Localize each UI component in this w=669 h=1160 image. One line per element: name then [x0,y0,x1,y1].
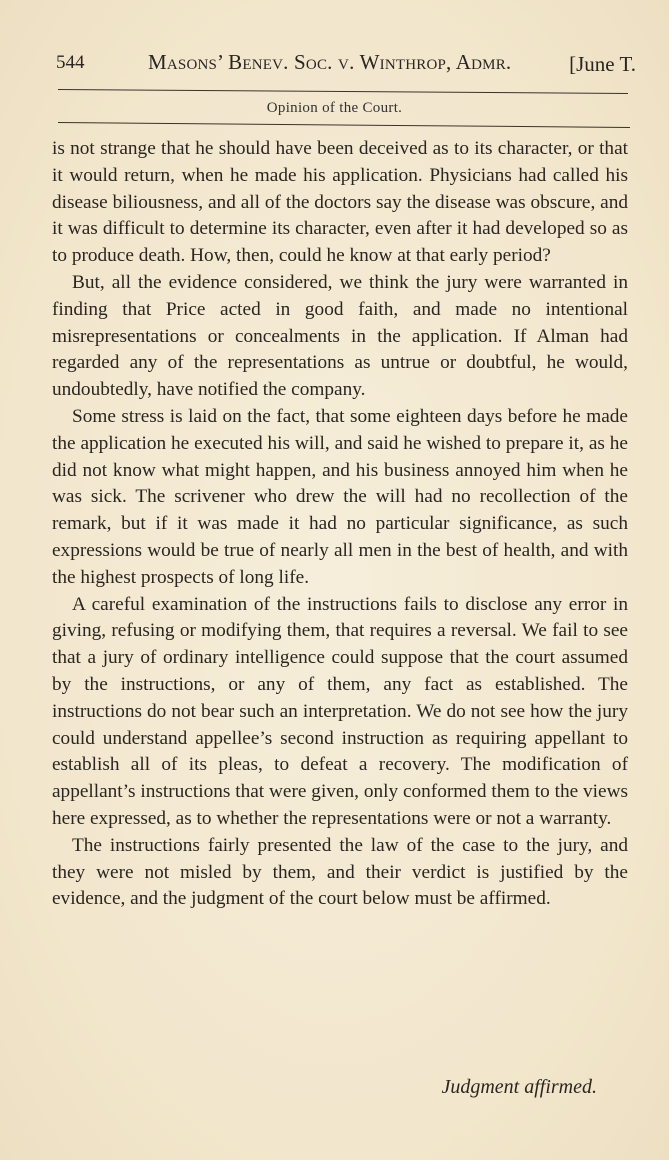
paragraph: is not strange that he should have been deceived as to its character, or that it would return, when he made his application. Physicians had called his disease biliousness, and all of the doctors say the disease was obscure, and it was difficult to determine its character, even after it had developed so as to produce death. How, then, could he know at that early period? [52,138,628,267]
page-number: 544 [56,52,85,73]
header-rule-top [58,89,628,94]
paragraph: But, all the evidence considered, we think the jury were warranted in finding that Price acted in good faith, and made no intentional misrepresentations or concealments in the application. If Alman had regarded any of the representations as untrue or doubtful, he would, undoubtedly, have notified the company. [52,271,628,401]
judgment-closing: Judgment affirmed. [441,1076,597,1098]
case-title: Masons’ Benev. Soc. v. Winthrop, Admr. [148,50,512,74]
paragraph: A careful examination of the instructions fails to disclose any error in giving, refusing or modifying them, that requires a reversal. We fail to see that a jury of ordinary intelligence could suppose that the court assumed by the instructions, or any of them, any fact as established. The instructions do not bear such an interpretation. We do not see how the jury could understand appellee’s second instruction as requiring appellant to establish all of its pleas, to defeat a recovery. The modification of appellant’s instructions that were given, only conformed them to the views here expressed, as to whether the representations were or not a warranty. [52,593,628,829]
paragraph: The instructions fairly presented the law of the case to the jury, and they were not misled by them, and their verdict is justified by the evidence, and the judgment of the court below must be affirmed. [52,834,628,910]
term-label: [June T. [569,52,636,76]
header-rule-bottom [58,122,630,128]
paragraph: Some stress is laid on the fact, that some eighteen days before he made the application he executed his will, and said he wished to prepare it, as he did not know what might happen, and his business annoyed him when he was sick. The scrivener who drew the will had no recollection of the remark, but if it was made it had no particular significance, as such expressions would be true of nearly all men in the best of health, and with the highest prospects of long life. [52,405,628,588]
opinion-body [52,136,628,913]
running-head [56,48,636,78]
section-heading: Opinion of the Court. [266,100,403,116]
